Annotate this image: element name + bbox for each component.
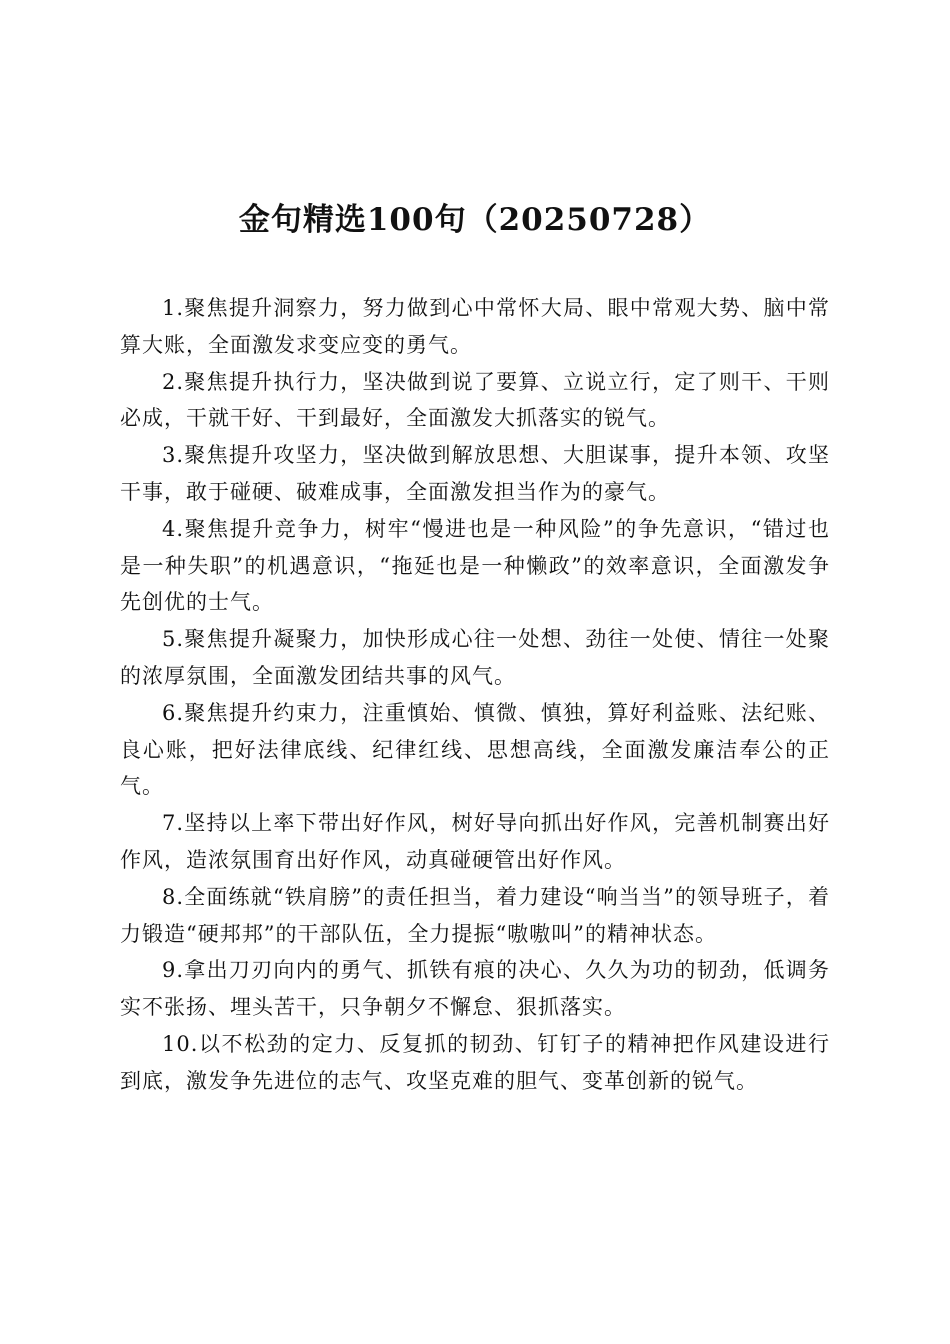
paragraph-5: 5.聚焦提升凝聚力，加快形成心往一处想、劲往一处使、情往一处聚的浓厚氛围，全面激发团结共事的风气。 (120, 627, 830, 688)
paragraph-8: 8.全面练就“铁肩膀”的责任担当，着力建设“响当当”的领导班子，着力锻造“硬邦邦”的干部队伍，全力提振“嗷嗷叫”的精神状态。 (120, 884, 830, 946)
paragraph-7: 7.坚持以上率下带出好作风，树好导向抓出好作风，完善机制赛出好作风，造浓氛围育出好作风，动真碰硬管出好作风。 (120, 811, 830, 872)
paragraph-2: 2.聚焦提升执行力，坚决做到说了要算、立说立行，定了则干、干则必成，干就干好、干到最好，全面激发大抓落实的锐气。 (120, 369, 830, 431)
paragraph-9: 9.拿出刀刃向内的勇气、抓铁有痕的决心、久久为功的韧劲，低调务实不张扬、埋头苦干，只争朝夕不懈怠、狠抓落实。 (120, 958, 830, 1020)
paragraph-4: 4.聚焦提升竞争力，树牢“慢进也是一种风险”的争先意识，“错过也是一种失职”的机遇意识，“拖延也是一种懒政”的效率意识，全面激发争先创优的士气。 (120, 516, 830, 615)
paragraph-1: 1.聚焦提升洞察力，努力做到心中常怀大局、眼中常观大势、脑中常算大账，全面激发求变应变的勇气。 (120, 296, 830, 357)
paragraph-10: 10.以不松劲的定力、反复抓的韧劲、钉钉子的精神把作风建设进行到底，激发争先进位的志气、攻坚克难的胆气、变革创新的锐气。 (120, 1031, 830, 1093)
document-title: 金句精选100句（20250728） (238, 202, 712, 238)
paragraph-6: 6.聚焦提升约束力，注重慎始、慎微、慎独，算好利益账、法纪账、良心账，把好法律底线、纪律红线、思想高线，全面激发廉洁奉公的正气。 (120, 700, 830, 799)
paragraph-3: 3.聚焦提升攻坚力，坚决做到解放思想、大胆谋事，提升本领、攻坚干事，敢于碰硬、破难成事，全面激发担当作为的豪气。 (120, 443, 830, 504)
document-body (120, 290, 830, 1100)
